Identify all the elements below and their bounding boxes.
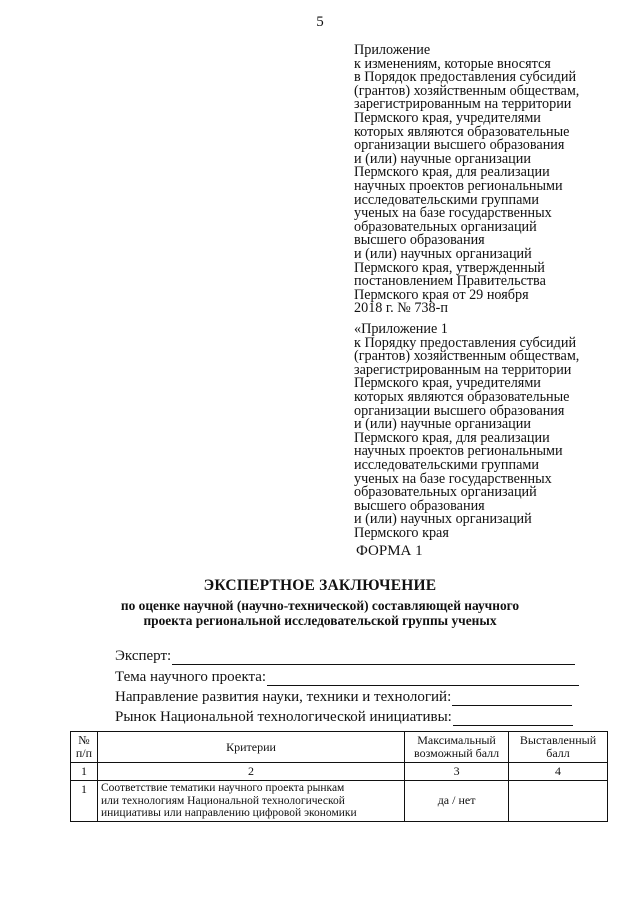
direction-field	[115, 689, 572, 706]
appendix-line: к Порядку предоставления субсидий	[354, 334, 577, 351]
direction-label: Направление развития науки, техники и технологий:	[115, 689, 452, 705]
appendix-heading-one	[354, 323, 626, 541]
appendix-line: постановлением Правительства	[354, 273, 546, 290]
expert-label: Эксперт:	[115, 648, 172, 664]
project-topic-fill-line[interactable]	[267, 671, 579, 686]
column-number: 4	[509, 763, 608, 781]
column-number: 2	[97, 763, 404, 781]
form-label: ФОРМА 1	[356, 543, 423, 559]
column-number-row	[71, 763, 608, 781]
appendix-line: к изменениям, которые вносятся	[354, 55, 551, 72]
header-max-line: возможный балл	[413, 746, 500, 760]
header-score-line: Выставленный	[519, 733, 597, 747]
page-number: 5	[316, 14, 324, 30]
header-number-line: №	[78, 733, 90, 747]
header-max-line: Максимальный	[417, 733, 496, 747]
expert-field	[115, 648, 575, 665]
column-number: 3	[405, 763, 509, 781]
criterion-line: или технологиям Национальной технологической	[100, 794, 345, 807]
appendix-line: Пермского края, учредителями	[354, 109, 541, 126]
appendix-line: научных проектов региональными	[354, 177, 563, 194]
appendix-line: зарегистрированным на территории	[354, 361, 572, 378]
appendix-line: Пермского края от 29 ноября	[354, 286, 529, 303]
max-score-cell: да / нет	[405, 781, 509, 822]
header-criteria: Критерии	[97, 732, 404, 763]
appendix-heading-changes	[354, 44, 626, 316]
appendix-line: ученых на базе государственных	[354, 205, 552, 222]
appendix-line: Пермского края, для реализации	[354, 429, 550, 446]
appendix-line: ученых на базе государственных	[354, 470, 552, 487]
column-number: 1	[71, 763, 98, 781]
appendix-line: и (или) научные организации	[354, 416, 531, 433]
header-max-score	[405, 732, 509, 763]
header-given-score	[509, 732, 608, 763]
appendix-line: образовательных организаций	[354, 218, 537, 235]
table-header-row	[71, 732, 608, 763]
row-number: 1	[71, 781, 98, 822]
appendix-line: организации высшего образования	[354, 137, 565, 154]
direction-fill-line[interactable]	[452, 691, 572, 706]
nti-market-field	[115, 709, 573, 726]
appendix-line: Пермского края, утвержденный	[354, 259, 545, 276]
project-topic-field	[115, 669, 579, 686]
appendix-line: и (или) научных организаций	[354, 511, 532, 528]
appendix-line: исследовательскими группами	[354, 191, 539, 208]
appendix-line: Пермского края, для реализации	[354, 164, 550, 181]
appendix-line: организации высшего образования	[354, 402, 565, 419]
expert-fill-line[interactable]	[172, 650, 575, 665]
appendix-line: Приложение	[354, 42, 431, 58]
appendix-line: Пермского края	[354, 524, 449, 541]
appendix-line: исследовательскими группами	[354, 456, 539, 473]
given-score-cell[interactable]	[509, 781, 608, 822]
table-row	[71, 781, 608, 822]
appendix-line: и (или) научных организаций	[354, 245, 532, 262]
appendix-line: научных проектов региональными	[354, 443, 563, 460]
nti-market-label: Рынок Национальной технологической инициативы:	[115, 709, 452, 725]
appendix-line: образовательных организаций	[354, 484, 537, 501]
criteria-table	[70, 731, 608, 822]
appendix-line: 2018 г. № 738-п	[354, 300, 448, 317]
appendix-line: Пермского края, учредителями	[354, 375, 541, 392]
appendix-line: в Порядок предоставления субсидий	[354, 69, 577, 86]
appendix-line: (грантов) хозяйственным обществам,	[354, 348, 580, 365]
criterion-line: инициативы или направлению цифровой экономики	[100, 807, 357, 819]
document-title: ЭКСПЕРТНОЕ ЗАКЛЮЧЕНИЕ	[203, 577, 437, 594]
subtitle-line: по оценке научной (научно-технической) составляющей научного	[120, 598, 520, 613]
appendix-line: (грантов) хозяйственным обществам,	[354, 82, 580, 99]
document-subtitle	[0, 599, 640, 628]
criterion-text	[97, 781, 404, 822]
header-number	[71, 732, 98, 763]
appendix-line: высшего образования	[354, 497, 485, 514]
criterion-line: Соответствие тематики научного проекта рынкам	[100, 782, 345, 794]
header-number-line: п/п	[75, 746, 93, 760]
appendix-line: высшего образования	[354, 232, 485, 249]
header-score-line: балл	[546, 746, 570, 760]
appendix-line: которых являются образовательные	[354, 388, 570, 405]
appendix-line: зарегистрированным на территории	[354, 96, 572, 113]
nti-market-fill-line[interactable]	[453, 711, 573, 726]
subtitle-line: проекта региональной исследовательской группы ученых	[143, 612, 497, 628]
appendix-line: и (или) научные организации	[354, 150, 531, 167]
appendix-line: которых являются образовательные	[354, 123, 570, 140]
appendix-line: «Приложение 1	[354, 321, 448, 337]
project-topic-label: Тема научного проекта:	[115, 669, 267, 685]
